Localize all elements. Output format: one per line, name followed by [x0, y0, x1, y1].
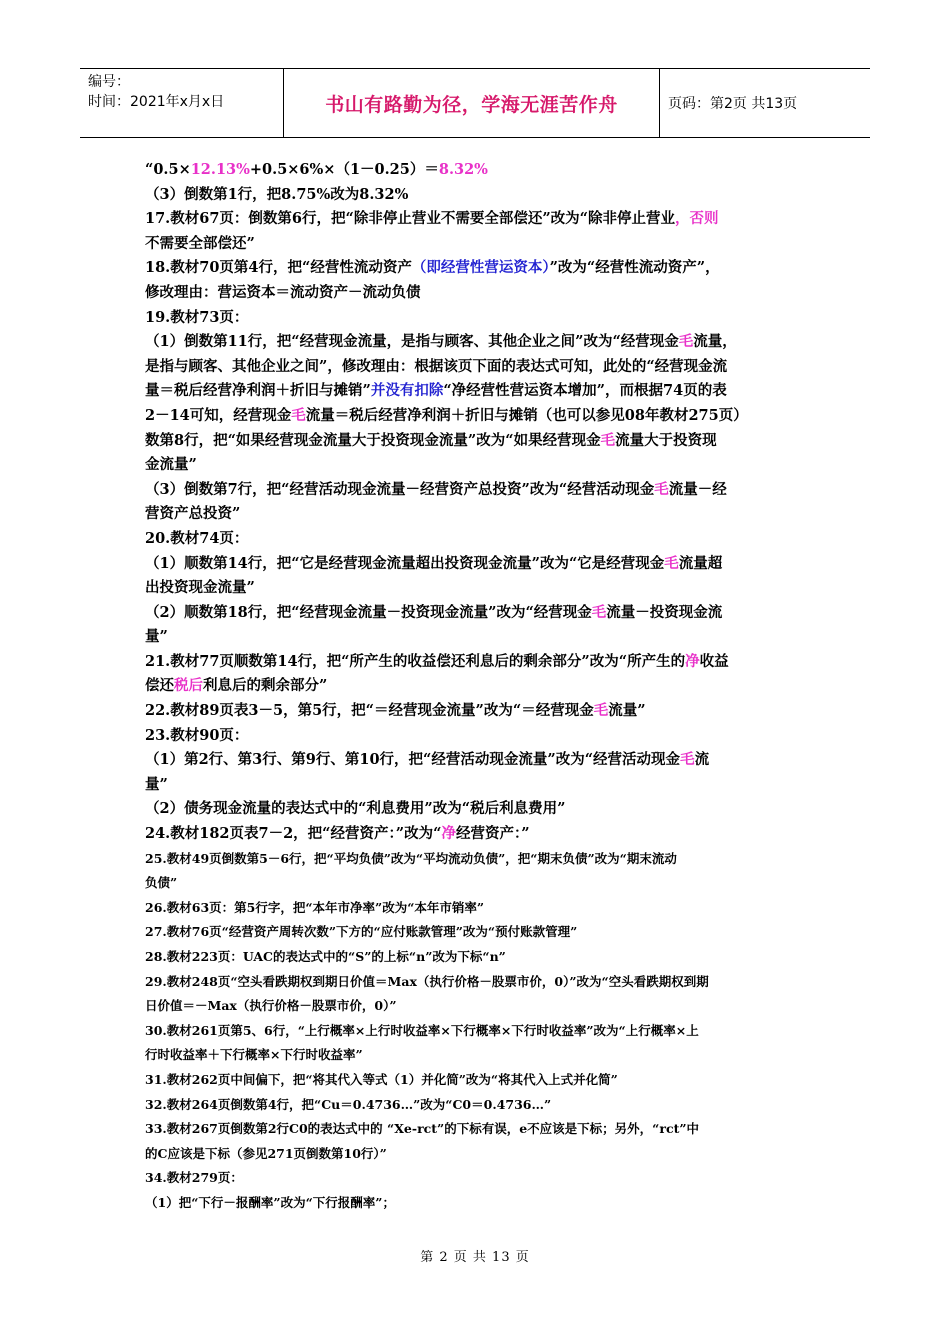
- text-line: [145, 1019, 810, 1044]
- text-line: [145, 601, 810, 626]
- text-segment: 31.教材262页中间偏下，把“将其代入等式（1）并化简”改为“将其代入上式并化简”: [145, 1071, 618, 1087]
- text-segment: （1）第2行、第3行、第9行、第10行，把“经营活动现金流量”改为“经营活动现金: [145, 751, 681, 769]
- text-line: [145, 379, 810, 404]
- text-segment: 流量大于投资现: [615, 431, 717, 449]
- highlighted-text: 毛: [591, 603, 607, 621]
- highlighted-text: 净: [685, 652, 700, 670]
- text-segment: 不需要全部偿还”: [145, 234, 255, 252]
- text-segment: 偿还: [145, 677, 174, 695]
- text-segment: 经营资产：”: [455, 825, 530, 843]
- text-line: [145, 355, 810, 380]
- text-line: [145, 183, 810, 208]
- text-segment: （2）顺数第18行，把“经营现金流量－投资现金流量”改为“经营现金: [145, 603, 592, 621]
- text-line: [145, 1093, 810, 1118]
- text-segment: 2－14可知，经营现金: [145, 406, 292, 424]
- text-segment: +0.5×6%×（1－0.25）＝: [249, 161, 439, 178]
- text-line: [145, 1117, 810, 1142]
- text-segment: 25.教材49页倒数第5－6行，把“平均负债”改为“平均流动负债”，把“期末负债”改为“期末流动: [145, 850, 677, 866]
- text-segment: 行时收益率＋下行概率×下行时收益率”: [145, 1047, 363, 1063]
- text-line: [145, 625, 810, 650]
- text-line: [145, 207, 810, 232]
- header-page-label: 页码：第2页 共13页: [668, 96, 798, 112]
- text-line: [145, 1166, 810, 1191]
- text-segment: 量”: [145, 775, 168, 793]
- text-line: [145, 306, 810, 331]
- text-line: [145, 1068, 810, 1093]
- text-segment: 流量超: [678, 554, 723, 572]
- text-segment: 金流量”: [145, 456, 197, 474]
- text-line: [145, 1142, 810, 1167]
- text-segment: 修改理由：营运资本＝流动资产－流动负债: [145, 283, 421, 301]
- page-footer: 第 2 页 共 13 页: [420, 1250, 530, 1265]
- highlighted-text: 毛: [664, 554, 679, 572]
- document-number-label: 编号：: [88, 74, 130, 90]
- text-line: [145, 920, 810, 945]
- text-line: [145, 797, 810, 822]
- text-segment: 30.教材261页第5、6行，“上行概率×上行时收益率×下行概率×下行时收益率”改为“上行概率×上: [145, 1022, 699, 1038]
- text-segment: 的C应该是下标（参见271页倒数第10行）”: [145, 1145, 387, 1161]
- header-motto: 书山有路勤为径，学海无涯苦作舟: [284, 69, 660, 137]
- highlighted-text: ，否则: [675, 210, 719, 228]
- text-line: [145, 822, 810, 847]
- highlighted-text: 净: [441, 825, 456, 843]
- text-line: [145, 847, 810, 872]
- text-line: [145, 158, 810, 183]
- highlighted-text: 12.13%: [190, 161, 250, 178]
- text-line: [145, 871, 810, 896]
- text-line: [145, 453, 810, 478]
- text-segment: 28.教材223页：UAC的表达式中的“S”的上标“n”改为下标“n”: [145, 949, 506, 964]
- text-line: [145, 896, 810, 921]
- text-line: [145, 576, 810, 601]
- highlighted-text: 毛: [678, 333, 694, 351]
- highlighted-text: 8.32%: [438, 161, 488, 178]
- text-segment: “0.5×: [145, 161, 191, 178]
- text-segment: 23.教材90页：: [145, 726, 249, 744]
- text-line: [145, 232, 810, 257]
- text-segment: 流: [694, 751, 710, 769]
- text-line: [145, 970, 810, 995]
- text-segment: 流量－经: [668, 480, 727, 498]
- page-header: [80, 68, 870, 138]
- text-line: [145, 478, 810, 503]
- text-segment: 33.教材267页倒数第2行C0的表达式中的 “Xe-rct”的下标有误，e不应该是下标；另外，“rct”中: [145, 1121, 700, 1137]
- text-segment: （3）倒数第1行，把8.75%改为8.32%: [145, 185, 409, 203]
- text-line: [145, 256, 810, 281]
- text-segment: 流量＝税后经营净利润＋折旧与摊销（也可以参见08年教材275页）: [305, 406, 748, 424]
- text-segment: 29.教材248页“空头看跌期权到期日价值＝Max（执行价格－股票市价，0）”改为“空头看跌期权到期: [145, 973, 709, 989]
- text-segment: 收益: [699, 652, 729, 670]
- text-segment: 19.教材73页：: [145, 308, 249, 326]
- text-line: [145, 724, 810, 749]
- text-segment: （1）倒数第11行，把“经营现金流量，是指与顾客、其他企业之间”改为“经营现金: [145, 333, 679, 351]
- text-segment: 出投资现金流量”: [145, 579, 255, 597]
- text-segment: （3）倒数第7行，把“经营活动现金流量－经营资产总投资”改为“经营活动现金: [145, 480, 655, 498]
- text-line: [145, 527, 810, 552]
- text-line: [145, 945, 810, 970]
- text-segment: 利息后的剩余部分”: [203, 677, 328, 695]
- text-segment: 26.教材63页：第5行字，把“本年市净率”改为“本年市销率”: [145, 899, 485, 915]
- text-segment: 负债”: [145, 875, 178, 891]
- text-segment: 量”: [145, 628, 168, 646]
- text-line: [145, 552, 810, 577]
- text-segment: 21.教材77页顺数第14行，把“所产生的收益偿还利息后的剩余部分”改为“所产生的: [145, 652, 686, 670]
- text-segment: 24.教材182页表7－2，把“经营资产：”改为“: [145, 825, 442, 843]
- text-segment: 17.教材67页：倒数第6行，把“除非停止营业不需要全部偿还”改为“除非停止营业: [145, 210, 676, 228]
- text-line: [145, 281, 810, 306]
- text-segment: （1）把“下行－报酬率”改为“下行报酬率”；: [145, 1194, 395, 1210]
- text-segment: 18.教材70页第4行，把“经营性流动资产: [145, 259, 412, 277]
- text-segment: 日价值＝－Max（执行价格－股票市价，0）”: [145, 998, 397, 1014]
- text-segment: 流量”: [608, 702, 646, 720]
- text-segment: 34.教材279页：: [145, 1170, 243, 1186]
- text-line: [145, 1043, 810, 1068]
- highlighted-text: （即经营性营运资本）: [411, 259, 550, 277]
- header-meta: [80, 69, 284, 137]
- text-line: [145, 1191, 810, 1216]
- text-line: [145, 994, 810, 1019]
- text-line: [145, 502, 810, 527]
- text-line: [145, 699, 810, 724]
- text-segment: 流量，: [693, 333, 737, 351]
- text-segment: （2）债务现金流量的表达式中的“利息费用”改为“税后利息费用”: [145, 800, 566, 818]
- document-date: 时间：2021年x月x日: [88, 94, 225, 110]
- text-line: [145, 330, 810, 355]
- text-line: [145, 748, 810, 773]
- text-segment: 32.教材264页倒数第4行，把“Cu＝0.4736…”改为“C0＝0.4736…”: [145, 1096, 552, 1112]
- text-segment: 20.教材74页：: [145, 529, 249, 547]
- highlighted-text: 毛: [600, 431, 616, 449]
- text-segment: （1）顺数第14行，把“它是经营现金流量超出投资现金流量”改为“它是经营现金: [145, 554, 665, 572]
- text-segment: 营资产总投资”: [145, 505, 241, 523]
- document-body: [145, 158, 810, 1216]
- highlighted-text: 税后: [174, 677, 203, 695]
- text-segment: ”改为“经营性流动资产”，: [549, 259, 720, 277]
- text-line: [145, 674, 810, 699]
- highlighted-text: 毛: [291, 406, 306, 424]
- text-segment: “净经营性营运资本增加”，而根据74页的表: [443, 382, 727, 400]
- text-segment: 量＝税后经营净利润＋折旧与摊销”: [145, 382, 371, 400]
- text-line: [145, 650, 810, 675]
- highlighted-text: 毛: [593, 702, 609, 720]
- text-segment: 27.教材76页“经营资产周转次数”下方的“应付账款管理”改为“预付账款管理”: [145, 924, 578, 940]
- highlighted-text: 毛: [654, 480, 669, 498]
- text-segment: 22.教材89页表3－5，第5行，把“＝经营现金流量”改为“＝经营现金: [145, 702, 594, 720]
- text-segment: 流量－投资现金流: [606, 603, 723, 621]
- highlighted-text: 并没有扣除: [370, 382, 444, 400]
- text-line: [145, 404, 810, 429]
- text-segment: 数第8行，把“如果经营现金流量大于投资现金流量”改为“如果经营现金: [145, 431, 601, 449]
- text-line: [145, 429, 810, 454]
- text-line: [145, 773, 810, 798]
- text-segment: 是指与顾客、其他企业之间”，修改理由：根据该页下面的表达式可知，此处的“经营现金流: [145, 357, 728, 375]
- highlighted-text: 毛: [680, 751, 695, 769]
